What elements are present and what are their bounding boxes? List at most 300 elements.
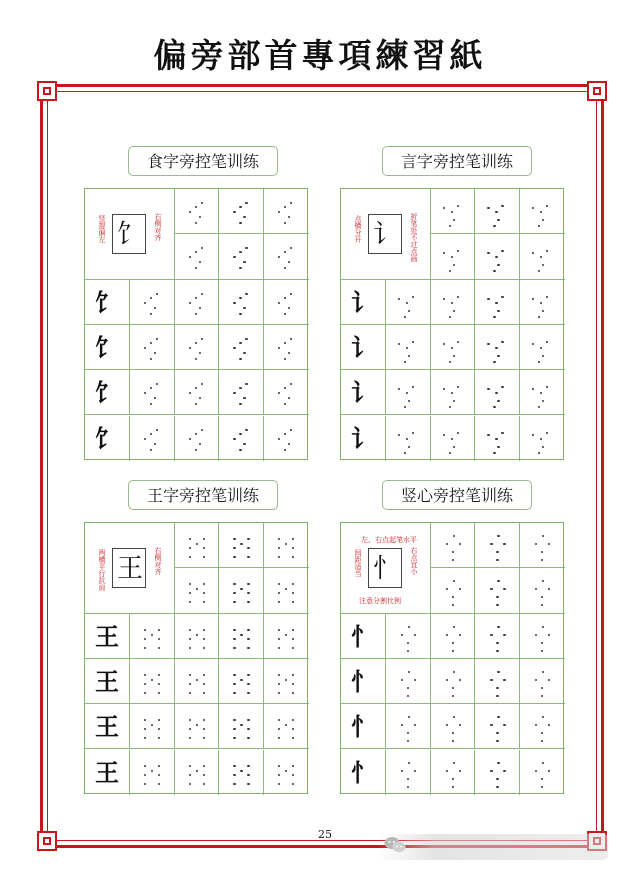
trace-dot	[401, 724, 403, 726]
trace-dot	[199, 443, 201, 445]
model-glyph: 王	[95, 712, 119, 742]
trace-dot	[240, 679, 242, 681]
trace-dot	[452, 687, 454, 689]
trace-dot	[285, 588, 287, 590]
trace-dot	[496, 740, 498, 742]
trace-dot	[501, 341, 503, 343]
demo-glyph: 王	[116, 554, 143, 584]
trace-dot	[243, 307, 245, 309]
trace-dot	[406, 438, 408, 440]
trace-dot	[538, 225, 540, 227]
trace-dot	[278, 547, 280, 549]
trace-dot	[453, 626, 455, 628]
trace-dot	[414, 724, 416, 726]
trace-dot	[449, 270, 451, 272]
practice-cell	[85, 704, 130, 749]
practice-cell	[175, 750, 220, 795]
trace-dot	[290, 202, 292, 204]
trace-dot	[496, 687, 498, 689]
practice-cell	[431, 234, 476, 279]
practice-cell	[219, 370, 264, 415]
practice-cell	[175, 280, 220, 325]
trace-dot	[496, 642, 498, 644]
practice-cell	[431, 568, 476, 613]
trace-dot	[541, 778, 543, 780]
note-left: 点横分开	[354, 215, 362, 243]
trace-dot	[501, 432, 503, 434]
trace-dot	[247, 774, 249, 776]
practice-cell	[264, 659, 309, 704]
trace-dot	[401, 634, 403, 636]
model-glyph: 王	[95, 757, 119, 787]
trace-dot	[144, 438, 146, 440]
trace-dot	[406, 302, 408, 304]
trace-dot	[497, 535, 499, 537]
trace-dot	[144, 674, 146, 676]
section-label-xin: 竖心旁控笔训练	[382, 480, 532, 510]
trace-dot	[541, 596, 543, 598]
trace-dot	[239, 313, 241, 315]
practice-cell	[175, 370, 220, 415]
practice-cell	[520, 659, 565, 704]
trace-dot	[451, 211, 453, 213]
trace-dot	[243, 216, 245, 218]
trace-dot	[542, 716, 544, 718]
trace-dot	[292, 601, 294, 603]
trace-dot	[407, 687, 409, 689]
trace-dot	[150, 313, 152, 315]
practice-cell	[175, 568, 220, 613]
practice-cell	[431, 370, 476, 415]
model-glyph: 忄	[351, 712, 375, 742]
practice-cell	[386, 614, 431, 659]
trace-dot	[490, 679, 492, 681]
model-glyph: 饣	[95, 332, 119, 362]
practice-cell	[219, 234, 264, 279]
practice-cell	[264, 750, 309, 795]
practice-grid-xin	[340, 522, 564, 794]
section-label-yan: 言字旁控笔训练	[382, 146, 532, 176]
practice-cell	[475, 523, 520, 568]
trace-dot	[449, 452, 451, 454]
practice-cell	[475, 370, 520, 415]
trace-dot	[144, 728, 146, 730]
trace-dot	[278, 737, 280, 739]
trace-dot	[189, 211, 191, 213]
demo-cell	[85, 189, 175, 280]
demo-cell	[341, 523, 431, 614]
trace-dot	[278, 629, 280, 631]
trace-dot	[546, 341, 548, 343]
trace-dot	[189, 347, 191, 349]
trace-dot	[548, 588, 550, 590]
trace-dot	[408, 355, 410, 357]
trace-dot	[151, 724, 153, 726]
trace-dot	[203, 601, 205, 603]
trace-dot	[284, 342, 286, 344]
trace-dot	[284, 206, 286, 208]
trace-dot	[243, 443, 245, 445]
trace-dot	[158, 647, 160, 649]
trace-dot	[292, 765, 294, 767]
trace-dot	[278, 592, 280, 594]
trace-dot	[532, 207, 534, 209]
practice-cell	[386, 370, 431, 415]
trace-dot	[446, 724, 448, 726]
trace-dot	[278, 601, 280, 603]
trace-dot	[278, 647, 280, 649]
trace-dot	[239, 433, 241, 435]
trace-dot	[285, 543, 287, 545]
trace-dot	[292, 783, 294, 785]
trace-dot	[495, 256, 497, 258]
trace-dot	[144, 692, 146, 694]
trace-dot	[457, 250, 459, 252]
trace-dot	[496, 604, 498, 606]
trace-dot	[144, 629, 146, 631]
trace-dot	[541, 740, 543, 742]
trace-dot	[201, 202, 203, 204]
trace-dot	[144, 302, 146, 304]
trace-dot	[195, 297, 197, 299]
practice-cell	[130, 614, 175, 659]
trace-dot	[451, 256, 453, 258]
trace-dot	[443, 298, 445, 300]
trace-dot	[548, 543, 550, 545]
trace-dot	[493, 452, 495, 454]
trace-dot	[497, 626, 499, 628]
trace-dot	[541, 604, 543, 606]
practice-cell	[520, 234, 565, 279]
trace-dot	[196, 724, 198, 726]
trace-dot	[542, 219, 544, 221]
trace-dot	[233, 683, 235, 685]
trace-dot	[278, 638, 280, 640]
trace-dot	[239, 297, 241, 299]
trace-dot	[496, 559, 498, 561]
trace-dot	[451, 438, 453, 440]
trace-dot	[542, 310, 544, 312]
practice-cell	[386, 750, 431, 795]
trace-dot	[151, 679, 153, 681]
demo-glyph: 讠	[372, 220, 399, 250]
trace-dot	[532, 343, 534, 345]
trace-dot	[446, 634, 448, 636]
trace-dot	[278, 728, 280, 730]
trace-dot	[535, 543, 537, 545]
trace-dot	[233, 583, 235, 585]
trace-dot	[189, 538, 191, 540]
trace-dot	[284, 297, 286, 299]
trace-dot	[284, 449, 286, 451]
trace-dot	[398, 388, 400, 390]
trace-dot	[203, 674, 205, 676]
trace-dot	[449, 225, 451, 227]
frame-corner-ornament	[37, 831, 57, 851]
trace-dot	[240, 770, 242, 772]
practice-cell	[341, 614, 386, 659]
trace-dot	[452, 786, 454, 788]
trace-dot	[457, 386, 459, 388]
demo-cell	[341, 189, 431, 280]
trace-dot	[195, 387, 197, 389]
practice-cell	[130, 704, 175, 749]
trace-dot	[541, 559, 543, 561]
trace-dot	[540, 302, 542, 304]
trace-dot	[247, 765, 249, 767]
practice-cell	[175, 234, 220, 279]
trace-dot	[453, 535, 455, 537]
practice-cell	[520, 189, 565, 234]
trace-dot	[546, 250, 548, 252]
trace-dot	[408, 762, 410, 764]
trace-dot	[154, 307, 156, 309]
model-glyph: 讠	[351, 423, 375, 453]
trace-dot	[452, 732, 454, 734]
trace-dot	[503, 724, 505, 726]
trace-dot	[278, 392, 280, 394]
trace-dot	[457, 205, 459, 207]
trace-dot	[542, 762, 544, 764]
trace-dot	[542, 446, 544, 448]
demo-glyph: 忄	[372, 554, 399, 584]
practice-cell	[130, 325, 175, 370]
trace-dot	[292, 774, 294, 776]
trace-dot	[453, 671, 455, 673]
trace-dot	[490, 724, 492, 726]
trace-dot	[189, 438, 191, 440]
trace-dot	[501, 250, 503, 252]
trace-dot	[196, 679, 198, 681]
trace-dot	[144, 719, 146, 721]
trace-dot	[233, 538, 235, 540]
trace-dot	[189, 556, 191, 558]
trace-dot	[497, 219, 499, 221]
note-bottom: 注意分割比例	[359, 597, 401, 605]
practice-cell	[219, 325, 264, 370]
trace-dot	[201, 247, 203, 249]
trace-dot	[452, 642, 454, 644]
trace-dot	[497, 716, 499, 718]
trace-dot	[290, 247, 292, 249]
trace-dot	[412, 386, 414, 388]
trace-dot	[457, 432, 459, 434]
trace-dot	[203, 556, 205, 558]
trace-dot	[493, 361, 495, 363]
practice-cell	[219, 280, 264, 325]
trace-dot	[278, 211, 280, 213]
trace-dot	[292, 583, 294, 585]
trace-dot	[541, 732, 543, 734]
trace-dot	[233, 728, 235, 730]
trace-dot	[151, 634, 153, 636]
trace-dot	[233, 256, 235, 258]
trace-dot	[414, 634, 416, 636]
practice-cell	[475, 234, 520, 279]
trace-dot	[203, 683, 205, 685]
trace-dot	[144, 765, 146, 767]
practice-cell	[386, 704, 431, 749]
trace-dot	[144, 683, 146, 685]
trace-dot	[247, 547, 249, 549]
trace-dot	[239, 387, 241, 389]
trace-dot	[278, 683, 280, 685]
trace-dot	[292, 629, 294, 631]
practice-cell	[431, 189, 476, 234]
trace-dot	[284, 433, 286, 435]
trace-dot	[233, 556, 235, 558]
trace-dot	[487, 252, 489, 254]
trace-dot	[443, 343, 445, 345]
trace-dot	[535, 770, 537, 772]
trace-dot	[292, 719, 294, 721]
trace-dot	[195, 222, 197, 224]
trace-dot	[233, 765, 235, 767]
trace-dot	[278, 347, 280, 349]
trace-dot	[290, 293, 292, 295]
trace-dot	[446, 679, 448, 681]
trace-dot	[150, 387, 152, 389]
trace-dot	[201, 383, 203, 385]
practice-grid-shi	[84, 188, 308, 460]
practice-cell	[475, 325, 520, 370]
trace-dot	[292, 592, 294, 594]
practice-cell	[175, 659, 220, 704]
trace-dot	[292, 547, 294, 549]
trace-dot	[407, 642, 409, 644]
trace-dot	[284, 358, 286, 360]
practice-cell	[386, 325, 431, 370]
trace-dot	[233, 392, 235, 394]
practice-cell	[475, 614, 520, 659]
trace-dot	[497, 671, 499, 673]
trace-dot	[538, 452, 540, 454]
trace-dot	[247, 556, 249, 558]
practice-cell	[475, 189, 520, 234]
trace-dot	[196, 543, 198, 545]
trace-dot	[487, 298, 489, 300]
trace-dot	[496, 650, 498, 652]
trace-dot	[459, 679, 461, 681]
trace-dot	[233, 638, 235, 640]
trace-dot	[453, 762, 455, 764]
demo-frame	[368, 214, 402, 254]
trace-dot	[495, 211, 497, 213]
practice-cell	[431, 280, 476, 325]
trace-dot	[407, 786, 409, 788]
trace-dot	[490, 588, 492, 590]
trace-dot	[449, 406, 451, 408]
trace-dot	[407, 778, 409, 780]
trace-dot	[199, 216, 201, 218]
trace-dot	[278, 783, 280, 785]
practice-cell	[386, 280, 431, 325]
practice-cell	[520, 614, 565, 659]
trace-dot	[144, 737, 146, 739]
trace-dot	[189, 547, 191, 549]
trace-dot	[199, 352, 201, 354]
note-right: 右点宜小	[410, 547, 418, 575]
trace-dot	[451, 392, 453, 394]
practice-cell	[431, 704, 476, 749]
trace-dot	[285, 724, 287, 726]
frame-corner-ornament	[37, 81, 57, 101]
practice-cell	[475, 750, 520, 795]
trace-dot	[452, 551, 454, 553]
trace-dot	[203, 583, 205, 585]
trace-dot	[446, 770, 448, 772]
practice-cell	[85, 659, 130, 704]
trace-dot	[239, 267, 241, 269]
trace-dot	[546, 432, 548, 434]
trace-dot	[195, 358, 197, 360]
trace-dot	[292, 556, 294, 558]
trace-dot	[189, 638, 191, 640]
trace-dot	[150, 342, 152, 344]
trace-dot	[203, 647, 205, 649]
trace-dot	[158, 719, 160, 721]
trace-dot	[278, 556, 280, 558]
trace-dot	[538, 270, 540, 272]
trace-dot	[407, 695, 409, 697]
trace-dot	[546, 296, 548, 298]
model-glyph: 忄	[351, 666, 375, 696]
trace-dot	[453, 716, 455, 718]
practice-cell	[431, 659, 476, 704]
practice-cell	[520, 416, 565, 461]
trace-dot	[233, 647, 235, 649]
practice-cell	[520, 523, 565, 568]
trace-dot	[233, 774, 235, 776]
trace-dot	[541, 642, 543, 644]
practice-cell	[475, 568, 520, 613]
trace-dot	[292, 692, 294, 694]
trace-dot	[452, 778, 454, 780]
trace-dot	[292, 683, 294, 685]
trace-dot	[245, 202, 247, 204]
practice-cell	[431, 614, 476, 659]
practice-cell	[341, 750, 386, 795]
practice-cell	[264, 568, 309, 613]
trace-dot	[245, 338, 247, 340]
trace-dot	[292, 638, 294, 640]
note-left: 两横平行抗肩	[98, 549, 106, 591]
practice-cell	[475, 704, 520, 749]
trace-dot	[546, 386, 548, 388]
practice-cell	[219, 416, 264, 461]
trace-dot	[501, 296, 503, 298]
trace-dot	[158, 638, 160, 640]
trace-dot	[292, 647, 294, 649]
page-title: 偏旁部首專項練習紙	[153, 36, 487, 75]
trace-dot	[158, 774, 160, 776]
practice-cell	[175, 325, 220, 370]
trace-dot	[496, 778, 498, 780]
trace-dot	[239, 222, 241, 224]
trace-dot	[540, 438, 542, 440]
trace-dot	[201, 293, 203, 295]
model-glyph: 讠	[351, 287, 375, 317]
trace-dot	[449, 316, 451, 318]
trace-dot	[497, 762, 499, 764]
trace-dot	[487, 388, 489, 390]
practice-cell	[431, 750, 476, 795]
trace-dot	[233, 347, 235, 349]
trace-dot	[199, 261, 201, 263]
practice-cell	[264, 280, 309, 325]
trace-dot	[158, 692, 160, 694]
trace-dot	[443, 434, 445, 436]
